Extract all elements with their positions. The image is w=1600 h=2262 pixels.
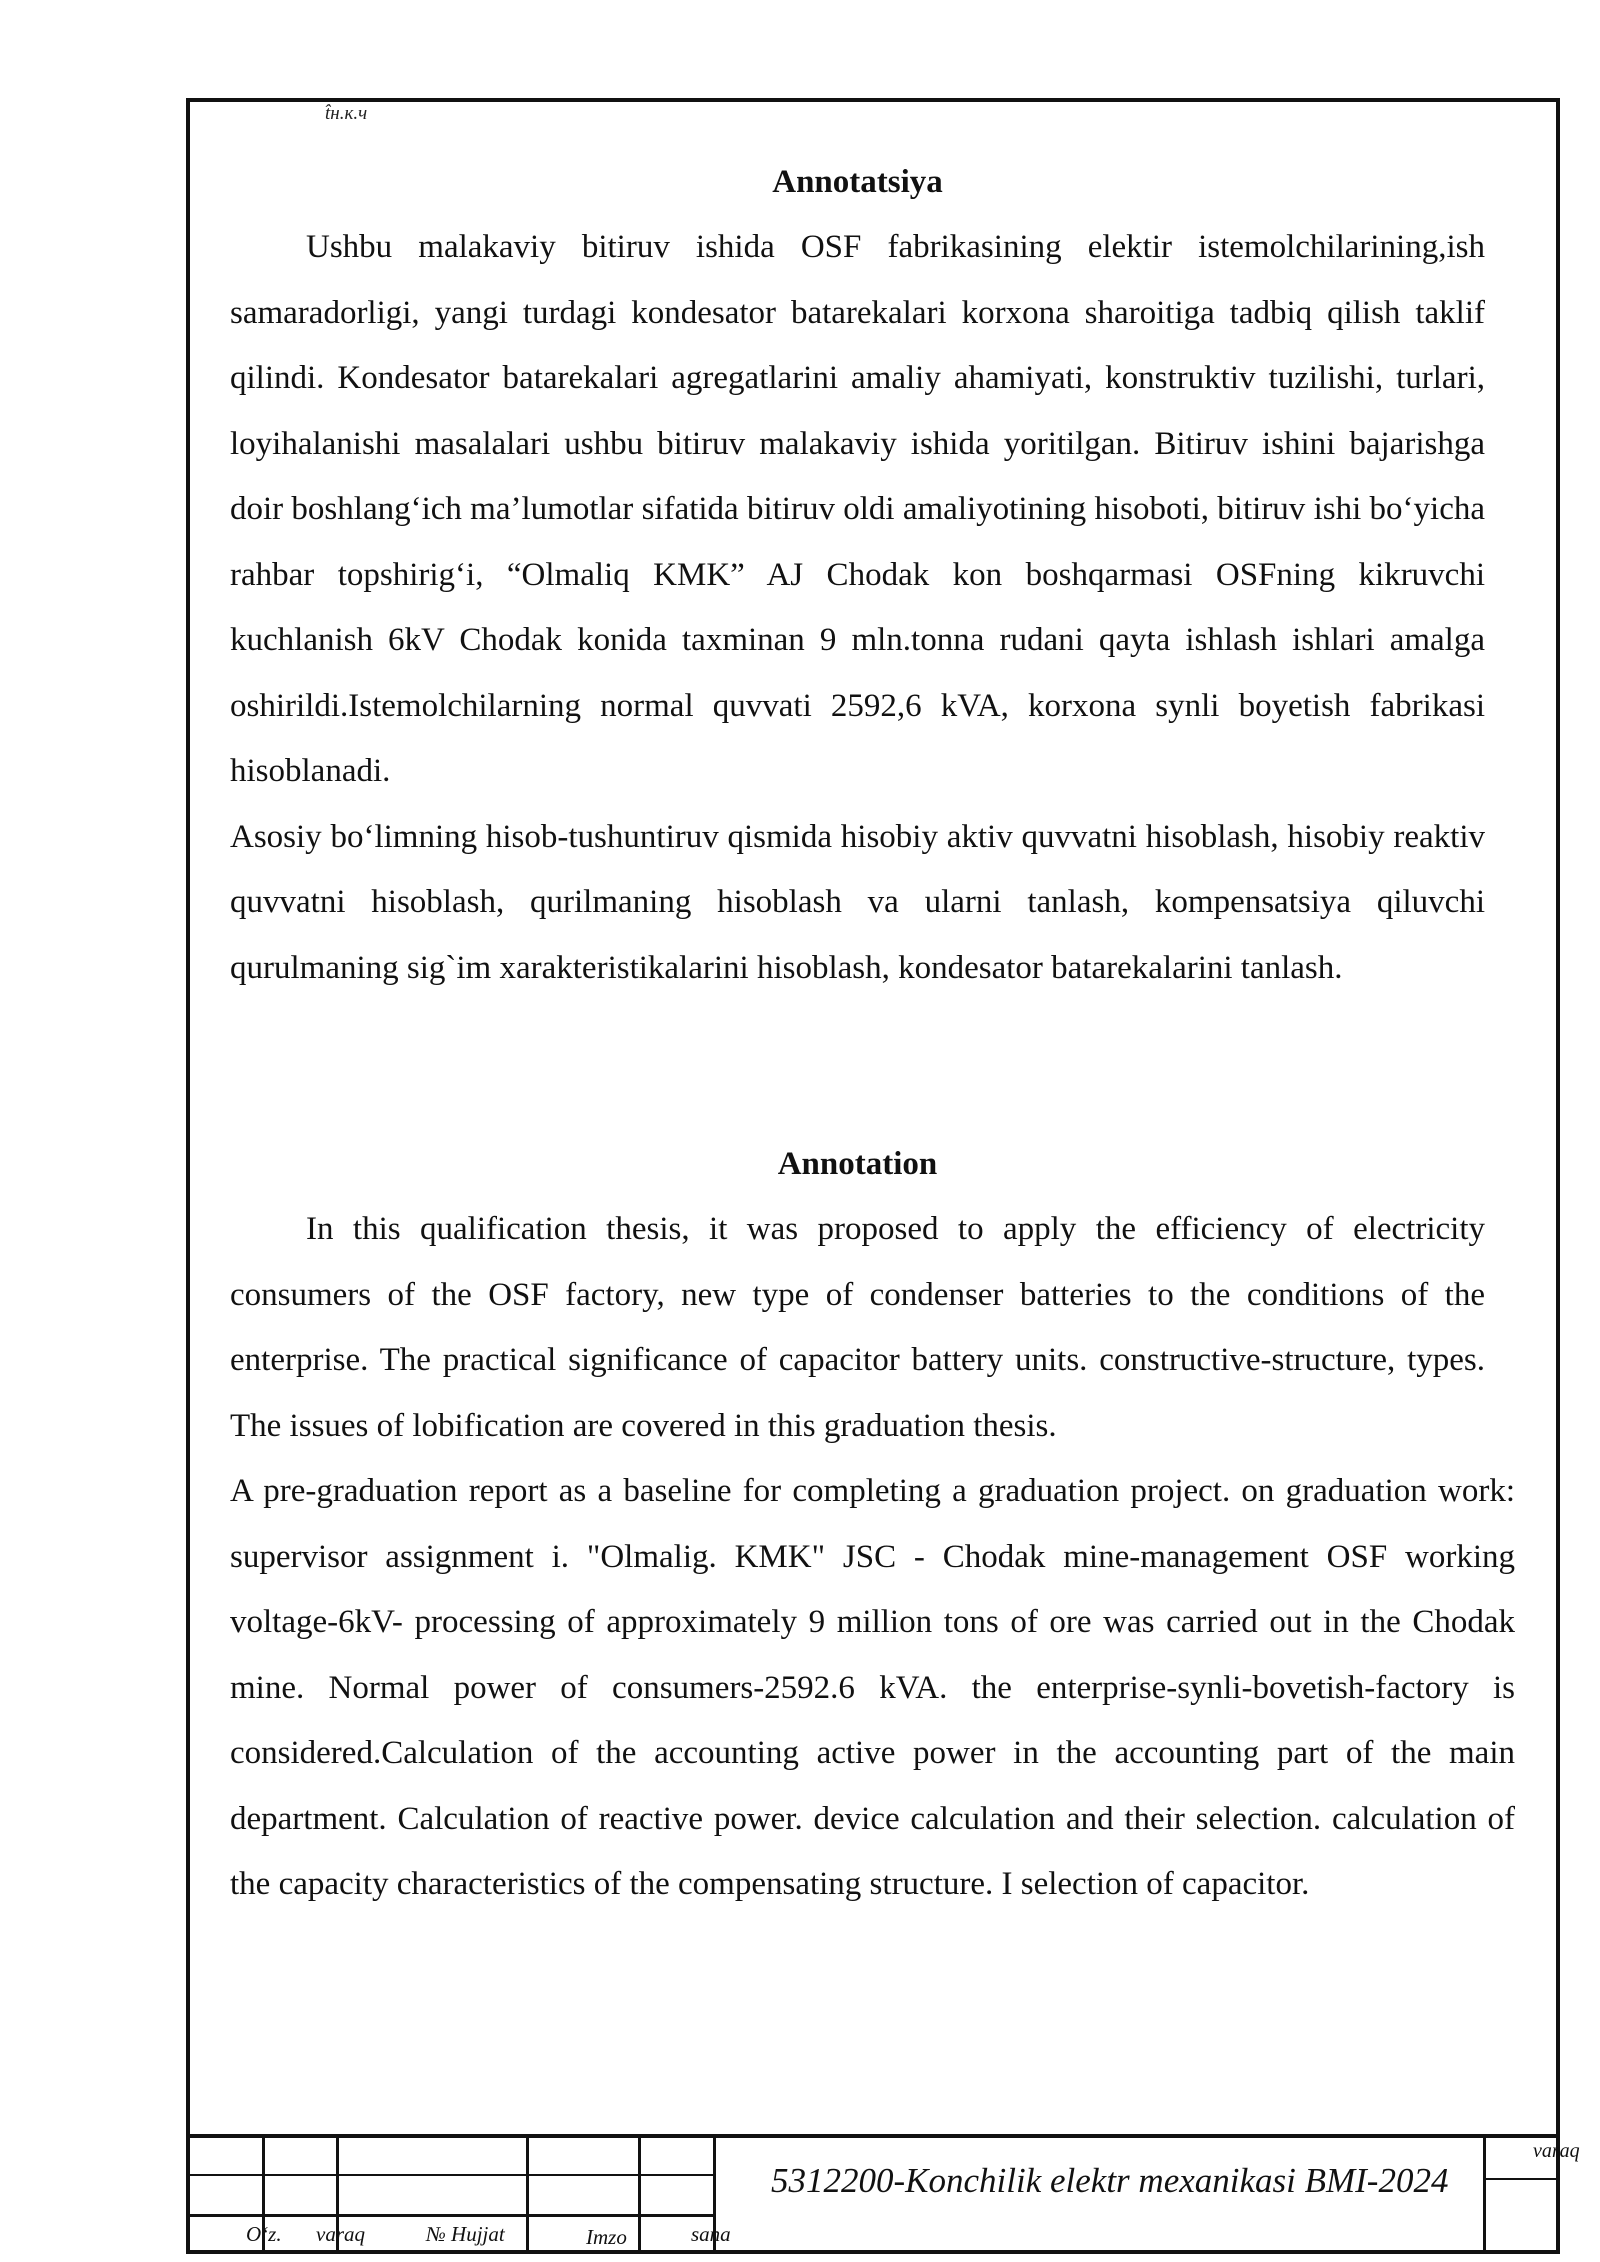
title-block xyxy=(186,2134,1560,2254)
col-label-imzo: Imzo xyxy=(586,2225,627,2249)
annotation-paragraph-1: In this qualification thesis, it was proposed to apply the efficiency of electricity consumers of the OSF factory, new type of condenser batteries to the conditions of the enterprise. The practical significance of capacitor battery units. constructive-structure, types. The issues of lobification are covered in this graduation thesis. xyxy=(230,1211,1485,1444)
title-block-col-6 xyxy=(1483,2134,1486,2254)
title-block-col-4 xyxy=(638,2134,641,2254)
title-block-top-line xyxy=(186,2134,1560,2138)
document-code: 5312200-Konchilik elektr mexanikasi BMI-2024 xyxy=(771,2161,1449,2200)
annotatsiya-section xyxy=(230,150,1485,1001)
col-label-oz: O‘z. xyxy=(246,2222,282,2246)
annotatsiya-paragraph-1: Ushbu malakaviy bitiruv ishida OSF fabrikasining elektir istemolchilarining,ish samaradorligi, yangi turdagi kondesator batarekalari korxona sharoitiga tadbiq qilish taklif qilindi. Kondesator batarekalari agregatlarini amaliy ahamiyati, konstruktiv tuzilishi, turlari, loyihalanishi masalalari ushbu bitiruv malakaviy ishida yoritilgan. Bitiruv ishini bajarishga doir boshlang‘ich ma’lumotlar sifatida bitiruv oldi amaliyotining hisoboti, bitiruv ishi bo‘yicha rahbar topshirig‘i, “Olmaliq KMK” AJ Chodak kon boshqarmasi OSFning kikruvchi kuchlanish 6kV Chodak konida taxminan 9 mln.tonna rudani qayta ishlash ishlari amalga oshirildi.Istemolchilarning normal quvvati 2592,6 kVA, korxona synli boyetish fabrikasi hisoblanadi. xyxy=(230,229,1485,789)
col-label-varaq: varaq xyxy=(316,2222,365,2246)
annotation-paragraph-2: A pre-graduation report as a baseline for completing a graduation project. on graduation work: supervisor assignment i. "Olmalig. KMK" JSC - Chodak mine-management OSF working voltage-6kV- processing of approximately 9 million tons of ore was carried out in the Chodak mine. Normal power of consumers-2592.6 kVA. the enterprise-synli-bovetish-factory is considered.Calculation of the accounting active power in the accounting part of the main department. Calculation of reactive power. device calculation and their selection. calculation of the capacity characteristics of the compensating structure. I selection of capacitor. xyxy=(230,1473,1515,1902)
title-block-row-line-2 xyxy=(186,2214,716,2217)
annotatsiya-paragraph-2: Asosiy bo‘limning hisob-tushuntiruv qismida hisobiy aktiv quvvatni hisoblash, hisobiy reaktiv quvvatni hisoblash, qurilmaning hisoblash va ularni tanlash, kompensatsiya qiluvchi qurulmaning sig`im xarakteristikalarini hisoblash, kondesator batarekalarini tanlash. xyxy=(230,818,1485,986)
sheet-label: varaq xyxy=(1533,2140,1580,2162)
title-block-row-line-1 xyxy=(186,2174,716,2176)
title-block-sheet-line xyxy=(1484,2178,1560,2180)
annotation-heading: Annotation xyxy=(777,1146,938,1182)
annotation-section xyxy=(230,1132,1515,1918)
col-label-sana: sana xyxy=(691,2222,731,2246)
corner-mark: t̂н.к.ч xyxy=(325,103,368,124)
col-label-hujjat: № Hujjat xyxy=(426,2222,505,2246)
title-block-col-3 xyxy=(526,2134,529,2254)
annotatsiya-heading: Annotatsiya xyxy=(772,164,943,200)
